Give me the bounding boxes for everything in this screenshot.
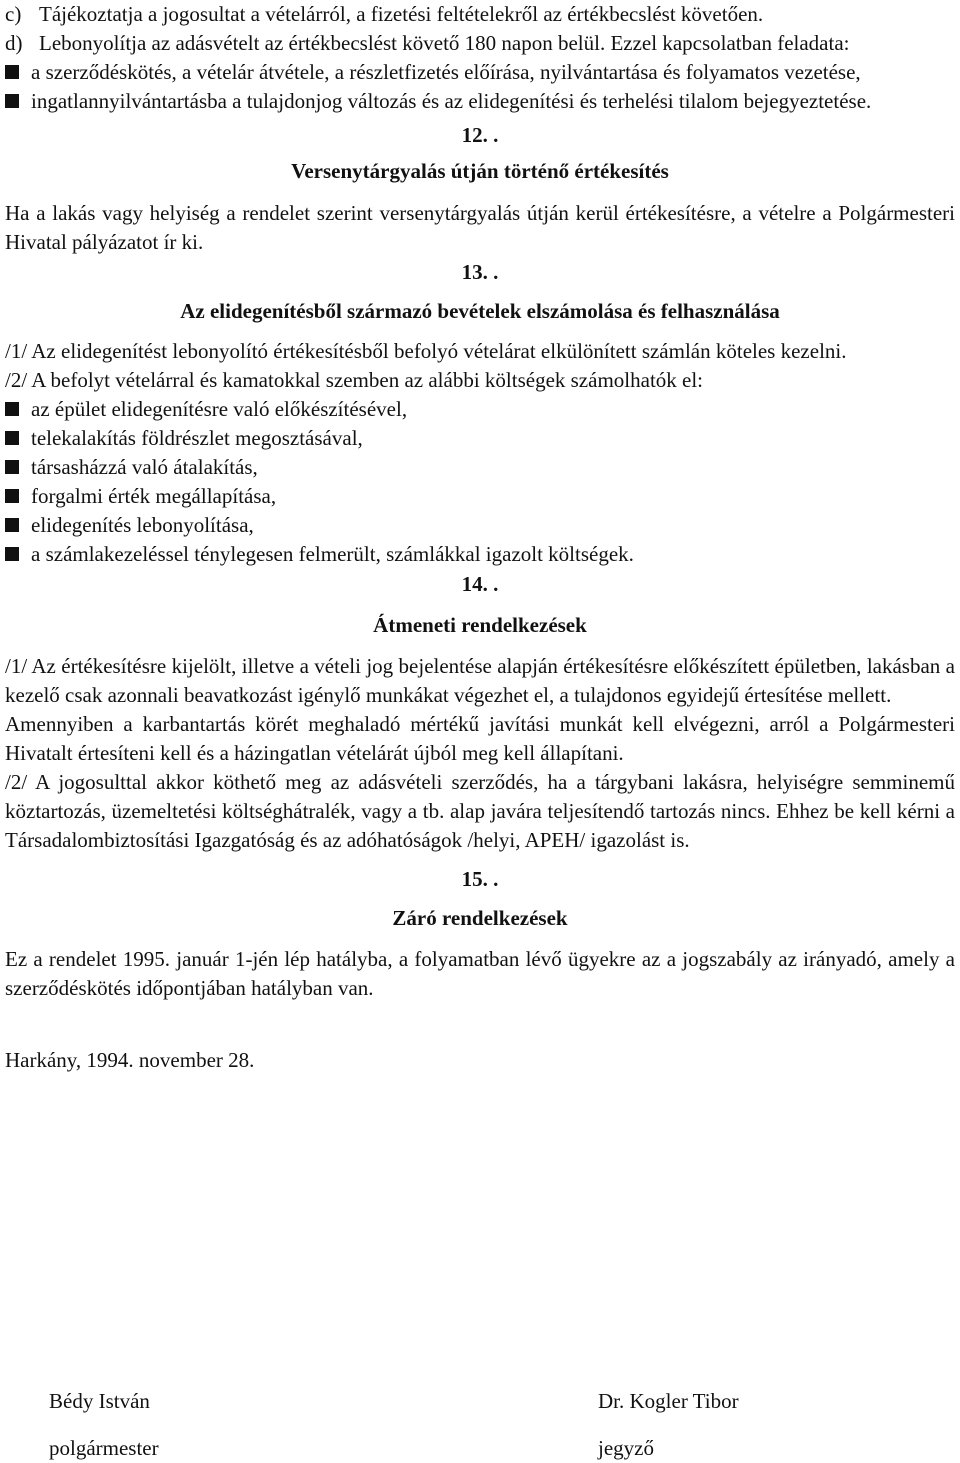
- section-number: 14. .: [461, 572, 499, 596]
- item-text: Lebonyolítja az adásvételt az értékbecslést követő 180 napon belül. Ezzel kapcsolatban feladata:: [39, 31, 850, 55]
- paragraph: /1/ Az elidegenítést lebonyolító értékesítésből befolyó vételárat elkülönített számlán köteles kezelni.: [5, 339, 847, 363]
- square-bullet-icon: [5, 489, 19, 503]
- list-item: ingatlannyilvántartásba a tulajdonjog változás és az elidegenítési és terhelési tilalom bejegyeztetése.: [5, 87, 955, 116]
- square-bullet-icon: [5, 65, 19, 79]
- cost-bullet-list: [5, 395, 955, 569]
- section-number: 12. .: [461, 123, 499, 147]
- list-item: elidegenítés lebonyolítása,: [5, 511, 955, 540]
- section-title: Záró rendelkezések: [392, 906, 568, 930]
- section-number: 15. .: [461, 867, 499, 891]
- section-title: Átmeneti rendelkezések: [373, 613, 587, 637]
- item-text: Tájékoztatja a jogosultat a vételárról, a fizetési feltételekről az értékbecslést követően.: [39, 2, 764, 26]
- list-item: forgalmi érték megállapítása,: [5, 482, 955, 511]
- signatory-role: polgármester: [49, 1436, 159, 1460]
- paragraph: Ha a lakás vagy helyiség a rendelet szerint versenytárgyalás útján kerül értékesítésre, a vételre a Polgármesteri Hivatal pályázatot ír ki.: [5, 201, 955, 254]
- paragraph: Ez a rendelet 1995. január 1-jén lép hatályba, a folyamatban lévő ügyekre az a jogszabály az irányadó, amely a szerződéskötés időpontjában hatályban van.: [5, 947, 955, 1000]
- signatory-name: Dr. Kogler Tibor: [598, 1389, 739, 1413]
- item-label: c): [5, 2, 22, 26]
- square-bullet-icon: [5, 518, 19, 532]
- section-title: Az elidegenítésből származó bevételek elszámolása és felhasználása: [180, 299, 780, 323]
- square-bullet-icon: [5, 402, 19, 416]
- square-bullet-icon: [5, 431, 19, 445]
- place-date: Harkány, 1994. november 28.: [5, 1048, 255, 1072]
- document-page: [5, 0, 955, 1075]
- square-bullet-icon: [5, 547, 19, 561]
- list-item: az épület elidegenítésre való előkészítésével,: [5, 395, 955, 424]
- d-bullet-list: [5, 58, 955, 116]
- square-bullet-icon: [5, 94, 19, 108]
- section-number: 13. .: [461, 260, 499, 284]
- list-item-d: [5, 29, 955, 58]
- paragraph: Amennyiben a karbantartás körét meghaladó mértékű javítási munkát kell elvégezni, arról a Polgármesteri Hivatalt értesíteni kell és a házingatlan vételárát újból meg kell állapítani.: [5, 712, 955, 765]
- signatory-name: Bédy István: [49, 1389, 150, 1413]
- list-item: telekalakítás földrészlet megosztásával,: [5, 424, 955, 453]
- signatory-role: jegyző: [598, 1436, 654, 1460]
- signature-block-mayor: [49, 1387, 159, 1463]
- paragraph: /2/ A befolyt vételárral és kamatokkal szemben az alábbi költségek számolhatók el:: [5, 368, 704, 392]
- list-item-c: [5, 0, 955, 29]
- square-bullet-icon: [5, 460, 19, 474]
- section-title: Versenytárgyalás útján történő értékesítés: [291, 159, 669, 183]
- signature-block-notary: [598, 1387, 739, 1463]
- item-label: d): [5, 31, 23, 55]
- list-item: a szerződéskötés, a vételár átvétele, a részletfizetés előírása, nyilvántartása és folyamatos vezetése,: [5, 58, 955, 87]
- paragraph: /2/ A jogosulttal akkor köthető meg az adásvételi szerződés, ha a tárgybani lakásra, helyiségre semminemű köztartozás, üzemeltetési költséghátralék, vagy a tb. alap javára teljesítendő tartozás nincs. Ehhez be kell kérni a Társadalombiztosítási Igazgatóság és az adóhatóságok /helyi, APEH/ igazolást is.: [5, 770, 955, 852]
- list-item: a számlakezeléssel ténylegesen felmerült, számlákkal igazolt költségek.: [5, 540, 955, 569]
- list-item: társasházzá való átalakítás,: [5, 453, 955, 482]
- paragraph: /1/ Az értékesítésre kijelölt, illetve a vételi jog bejelentése alapján értékesítésre előkészített épületben, lakásban a kezelő csak azonnali beavatkozást igénylő munkákat végezhet el, a tulajdonos egyidejű értesítése mellett.: [5, 654, 955, 707]
